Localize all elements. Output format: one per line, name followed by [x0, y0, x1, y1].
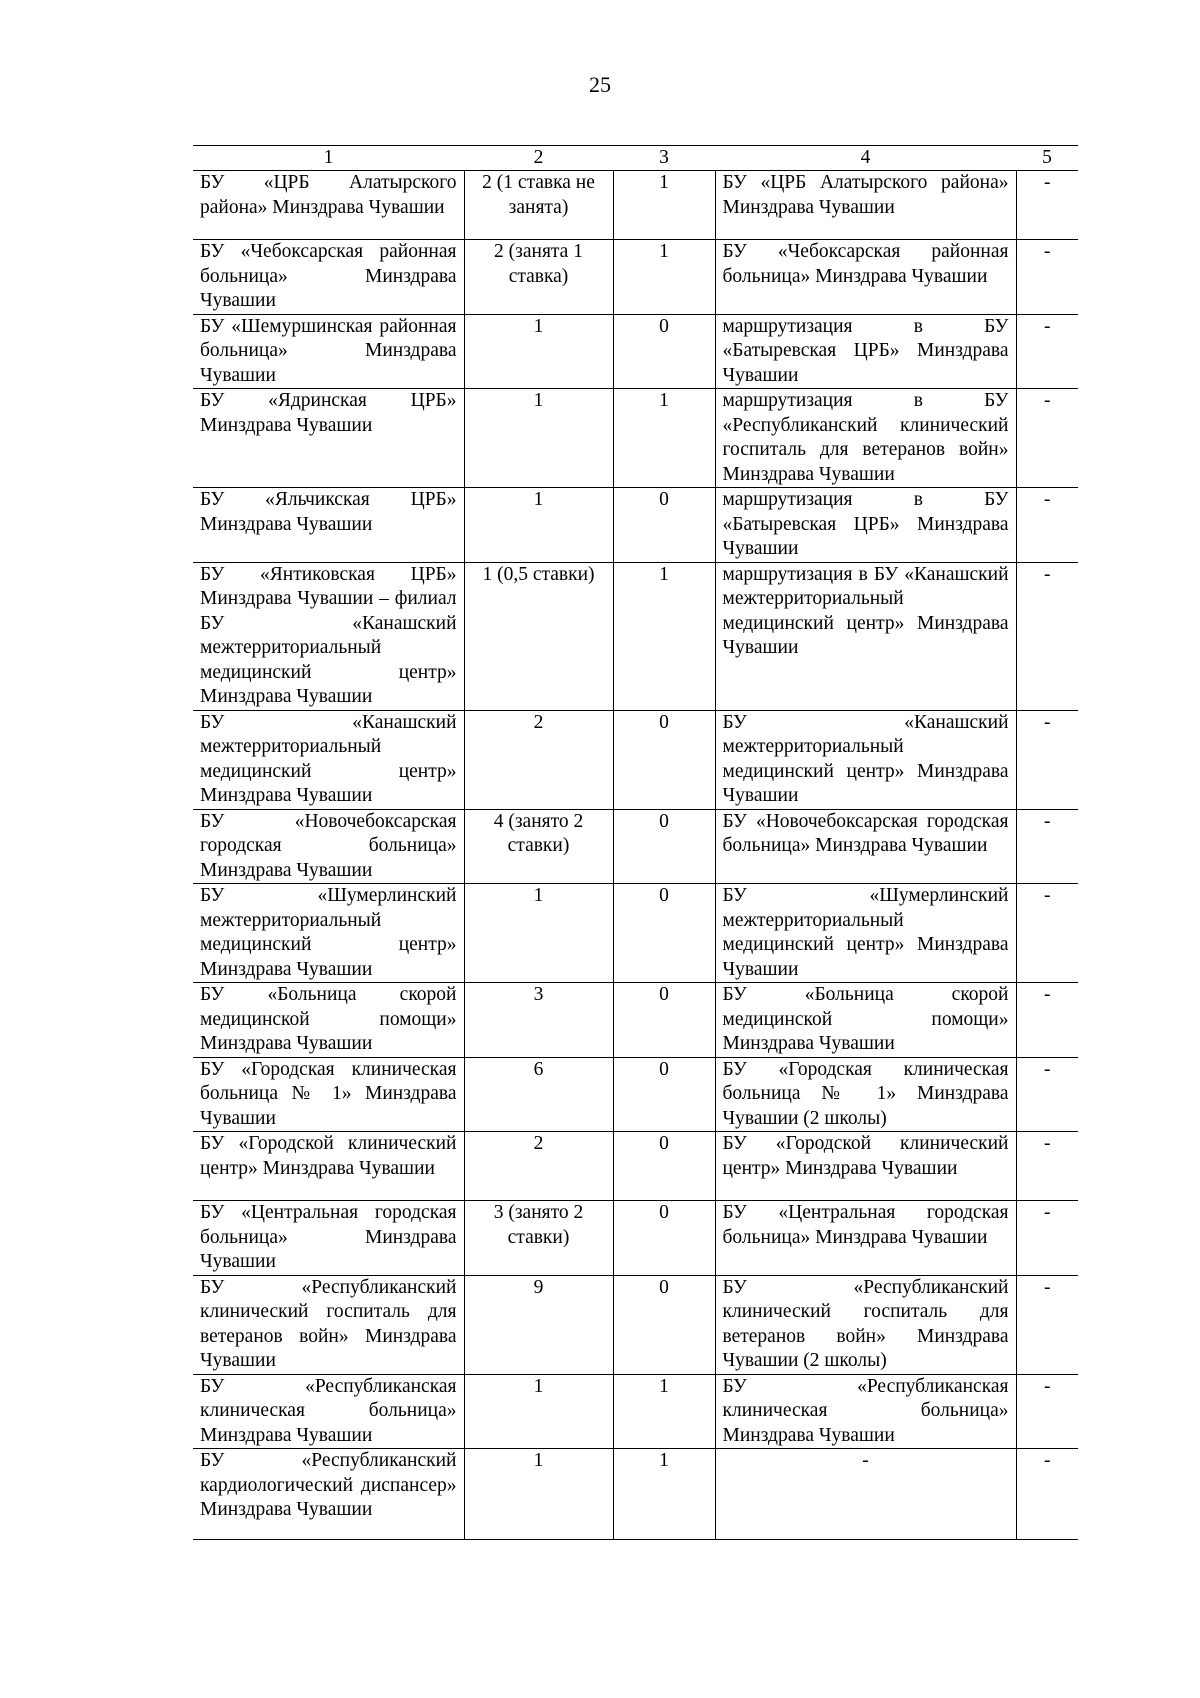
positions-cell: 1 [464, 884, 613, 983]
count-cell: 0 [613, 809, 715, 884]
positions-cell: 1 [464, 389, 613, 488]
positions-cell: 1 [464, 314, 613, 389]
note-cell: - [1016, 488, 1078, 563]
count-cell: 0 [613, 710, 715, 809]
table-row [193, 1132, 1078, 1201]
routing-cell: БУ «Республиканская клиническая больница» Минздрава Чувашии [715, 1374, 1016, 1449]
table-row [193, 809, 1078, 884]
facility-name-cell: БУ «Центральная городская больница» Минздрава Чувашии [193, 1201, 464, 1276]
positions-cell: 2 (1 ставка не занята) [464, 171, 613, 240]
facilities-table [193, 145, 1078, 1540]
facility-name-cell: БУ «Янтиковская ЦРБ» Минздрава Чувашии – филиал БУ «Канашский межтерриториальный медицинский центр» Минздрава Чувашии [193, 562, 464, 710]
routing-cell: БУ «Республиканский клинический госпиталь для ветеранов войн» Минздрава Чувашии (2 школы) [715, 1275, 1016, 1374]
note-cell: - [1016, 1374, 1078, 1449]
positions-cell: 1 [464, 1449, 613, 1540]
note-cell: - [1016, 1449, 1078, 1540]
table-row [193, 240, 1078, 315]
facility-name-cell: БУ «Шемуршинская районная больница» Минздрава Чувашии [193, 314, 464, 389]
routing-cell: БУ «Городская клиническая больница № 1» Минздрава Чувашии (2 школы) [715, 1057, 1016, 1132]
note-cell: - [1016, 1275, 1078, 1374]
positions-cell: 4 (занято 2 ставки) [464, 809, 613, 884]
table-row [193, 884, 1078, 983]
routing-cell: БУ «Городской клинический центр» Минздрава Чувашии [715, 1132, 1016, 1201]
routing-cell: маршрутизация в БУ «Батыревская ЦРБ» Минздрава Чувашии [715, 314, 1016, 389]
count-cell: 0 [613, 1057, 715, 1132]
table-row [193, 389, 1078, 488]
facility-name-cell: БУ «Канашский межтерриториальный медицинский центр» Минздрава Чувашии [193, 710, 464, 809]
facility-name-cell: БУ «Шумерлинский межтерриториальный медицинский центр» Минздрава Чувашии [193, 884, 464, 983]
facility-name-cell: БУ «Республиканский кардиологический диспансер» Минздрава Чувашии [193, 1449, 464, 1540]
facility-name-cell: БУ «Республиканская клиническая больница» Минздрава Чувашии [193, 1374, 464, 1449]
facility-name-cell: БУ «Яльчикская ЦРБ» Минздрава Чувашии [193, 488, 464, 563]
positions-cell: 3 [464, 983, 613, 1058]
routing-cell: БУ «Канашский межтерриториальный медицинский центр» Минздрава Чувашии [715, 710, 1016, 809]
positions-cell: 2 (занята 1 ставка) [464, 240, 613, 315]
positions-cell: 9 [464, 1275, 613, 1374]
table-row [193, 710, 1078, 809]
routing-cell: БУ «Чебоксарская районная больница» Минздрава Чувашии [715, 240, 1016, 315]
count-cell: 1 [613, 1449, 715, 1540]
count-cell: 0 [613, 1275, 715, 1374]
count-cell: 0 [613, 488, 715, 563]
count-cell: 0 [613, 1132, 715, 1201]
table-row [193, 314, 1078, 389]
column-header-5: 5 [1016, 146, 1078, 171]
count-cell: 1 [613, 171, 715, 240]
positions-cell: 2 [464, 710, 613, 809]
column-header-4: 4 [715, 146, 1016, 171]
positions-cell: 1 (0,5 ставки) [464, 562, 613, 710]
note-cell: - [1016, 809, 1078, 884]
count-cell: 1 [613, 240, 715, 315]
facility-name-cell: БУ «Чебоксарская районная больница» Минздрава Чувашии [193, 240, 464, 315]
positions-cell: 1 [464, 488, 613, 563]
note-cell: - [1016, 1132, 1078, 1201]
table-row [193, 1201, 1078, 1276]
table-row [193, 488, 1078, 563]
note-cell: - [1016, 240, 1078, 315]
page-number: 25 [589, 72, 611, 97]
note-cell: - [1016, 983, 1078, 1058]
routing-cell: БУ «Шумерлинский межтерриториальный медицинский центр» Минздрава Чувашии [715, 884, 1016, 983]
routing-cell: маршрутизация в БУ «Канашский межтерриториальный медицинский центр» Минздрава Чувашии [715, 562, 1016, 710]
count-cell: 1 [613, 389, 715, 488]
table-row [193, 1275, 1078, 1374]
facility-name-cell: БУ «Республиканский клинический госпиталь для ветеранов войн» Минздрава Чувашии [193, 1275, 464, 1374]
facility-name-cell: БУ «Городская клиническая больница № 1» Минздрава Чувашии [193, 1057, 464, 1132]
routing-cell: - [715, 1449, 1016, 1540]
column-header-3: 3 [613, 146, 715, 171]
count-cell: 0 [613, 983, 715, 1058]
positions-cell: 2 [464, 1132, 613, 1201]
note-cell: - [1016, 171, 1078, 240]
routing-cell: маршрутизация в БУ «Батыревская ЦРБ» Минздрава Чувашии [715, 488, 1016, 563]
table-row [193, 983, 1078, 1058]
positions-cell: 6 [464, 1057, 613, 1132]
count-cell: 0 [613, 884, 715, 983]
count-cell: 0 [613, 1201, 715, 1276]
table-header-row [193, 146, 1078, 171]
count-cell: 0 [613, 314, 715, 389]
note-cell: - [1016, 884, 1078, 983]
facility-name-cell: БУ «Городской клинический центр» Минздрава Чувашии [193, 1132, 464, 1201]
positions-cell: 1 [464, 1374, 613, 1449]
note-cell: - [1016, 389, 1078, 488]
table-row [193, 1374, 1078, 1449]
count-cell: 1 [613, 1374, 715, 1449]
routing-cell: БУ «Больница скорой медицинской помощи» Минздрава Чувашии [715, 983, 1016, 1058]
table-row [193, 1449, 1078, 1540]
count-cell: 1 [613, 562, 715, 710]
routing-cell: БУ «ЦРБ Алатырского района» Минздрава Чувашии [715, 171, 1016, 240]
note-cell: - [1016, 314, 1078, 389]
note-cell: - [1016, 1057, 1078, 1132]
table-row [193, 1057, 1078, 1132]
note-cell: - [1016, 1201, 1078, 1276]
routing-cell: БУ «Центральная городская больница» Минздрава Чувашии [715, 1201, 1016, 1276]
routing-cell: БУ «Новочебоксарская городская больница» Минздрава Чувашии [715, 809, 1016, 884]
facility-name-cell: БУ «Новочебоксарская городская больница» Минздрава Чувашии [193, 809, 464, 884]
column-header-1: 1 [193, 146, 464, 171]
facility-name-cell: БУ «ЦРБ Алатырского района» Минздрава Чувашии [193, 171, 464, 240]
positions-cell: 3 (занято 2 ставки) [464, 1201, 613, 1276]
routing-cell: маршрутизация в БУ «Республиканский клинический госпиталь для ветеранов войн» Минздрава Чувашии [715, 389, 1016, 488]
facility-name-cell: БУ «Ядринская ЦРБ» Минздрава Чувашии [193, 389, 464, 488]
table-row [193, 171, 1078, 240]
note-cell: - [1016, 562, 1078, 710]
note-cell: - [1016, 710, 1078, 809]
column-header-2: 2 [464, 146, 613, 171]
facility-name-cell: БУ «Больница скорой медицинской помощи» Минздрава Чувашии [193, 983, 464, 1058]
table-row [193, 562, 1078, 710]
